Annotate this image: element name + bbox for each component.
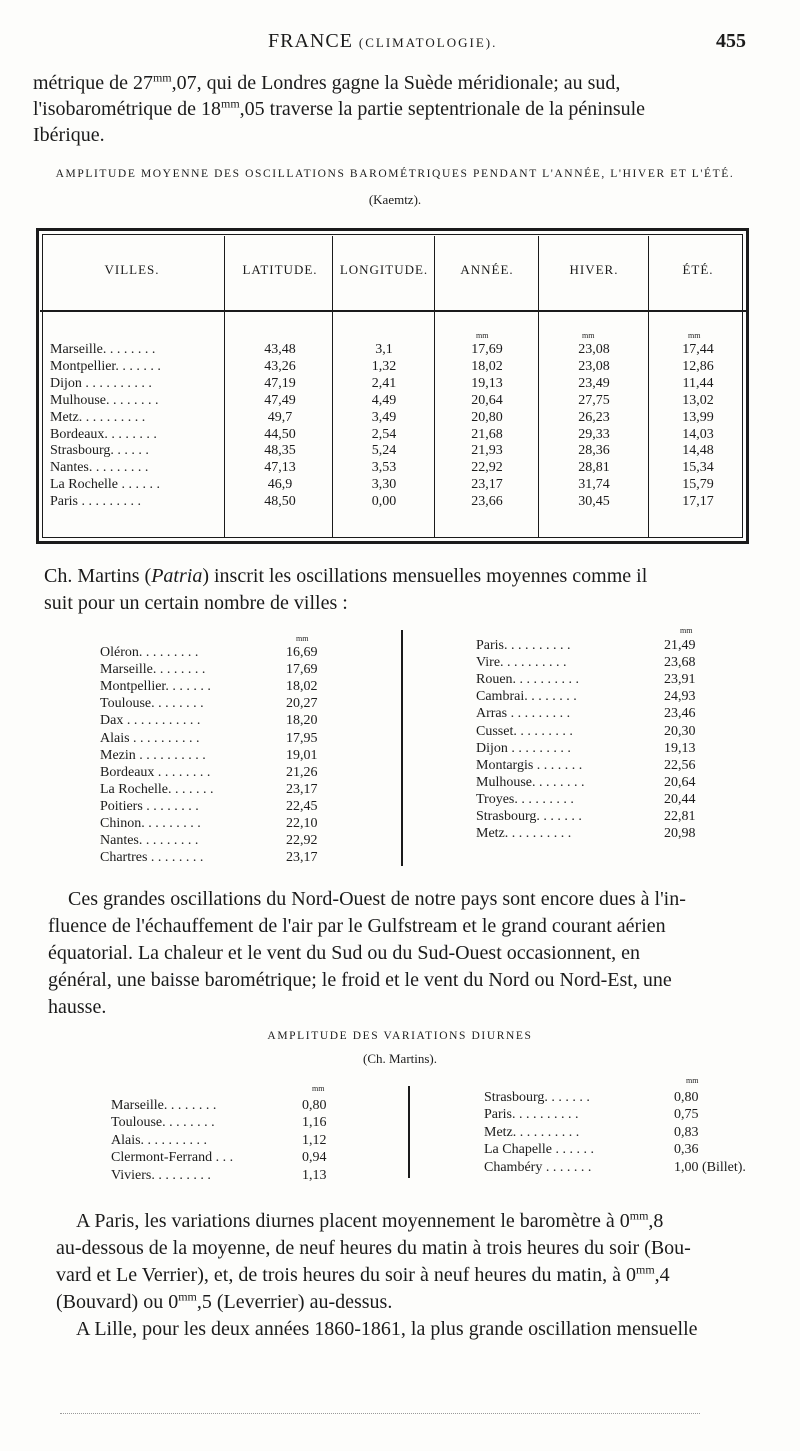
table-1-cell-longitude: 3,1 (375, 342, 393, 357)
table-1-column-line-4 (538, 236, 539, 538)
list-2-unit-left: mm (296, 634, 309, 643)
paragraph-4-line-2: au-dessous de la moyenne, de neuf heures du matin à trois heures du soir (Bou- (56, 1237, 691, 1259)
running-header (0, 30, 800, 58)
list-2-right-city: Paris. . . . . . . . . . (476, 638, 571, 653)
table-1-cell-ete: 11,44 (682, 375, 714, 391)
table-1-cell-city: Bordeaux. . . . . . . . (50, 426, 157, 442)
table-1-cell-annee: 20,64 (471, 392, 503, 408)
table-1-cell-longitude: 5,24 (371, 443, 397, 459)
table-3-right-value: 0,75 (674, 1107, 699, 1123)
table-3-left-city: Marseille. . . . . . . . (111, 1098, 217, 1113)
list-2-right-value: 20,64 (664, 774, 696, 790)
table-3-right-city: Chambéry . . . . . . . (484, 1159, 592, 1175)
table-1-cell-longitude: 3,30 (371, 477, 397, 493)
table-1-cell-hiver: 27,75 (578, 392, 610, 408)
list-2-right-city: Troyes. . . . . . . . . (476, 791, 574, 807)
table-3-unit-left: mm (312, 1084, 325, 1093)
table-3-left-row (111, 1098, 422, 1114)
table-1-cell-hiver: 26,23 (578, 409, 610, 425)
table-1-cell-latitude: 44,50 (264, 426, 296, 442)
table-1-cell-latitude: 47,13 (264, 460, 296, 476)
list-2-left-row (100, 731, 406, 747)
list-2-left-row (100, 799, 406, 815)
list-2-left-city: Dax . . . . . . . . . . . (100, 713, 201, 729)
list-2-left-city: Chinon. . . . . . . . . (100, 816, 201, 831)
table-3-left-value: 0,94 (302, 1150, 327, 1166)
table-1-cell-longitude: 2,41 (371, 375, 397, 391)
list-2-left-value: 19,01 (286, 747, 318, 763)
list-2-left-value: 23,17 (286, 781, 318, 797)
list-2-right-value: 24,93 (664, 689, 696, 705)
table-1-cell-ete: 13,99 (682, 409, 714, 425)
table-1-cell-latitude: 46,9 (267, 477, 293, 493)
list-2-left-row (100, 833, 406, 849)
list-2-left-value: 20,27 (286, 696, 318, 712)
list-2-right-value: 23,68 (664, 655, 696, 671)
list-2-right-value: 22,56 (664, 757, 696, 773)
table-1-cell-ete: 12,86 (682, 358, 714, 374)
page-number: 455 (716, 30, 746, 52)
table-1-column-line-2 (332, 236, 333, 538)
table-1-column-line-5 (648, 236, 649, 538)
table-1-cell-longitude: 3,53 (371, 460, 397, 476)
paragraph-1-line-1: métrique de $27^{mm},07$, qui de Londres gagne la Suède méridionale; au sud, (33, 70, 621, 94)
table-3-right-row (484, 1090, 794, 1106)
list-2-right-row (476, 741, 784, 757)
list-2-left-city: Bordeaux . . . . . . . . (100, 764, 211, 780)
table-1-unit-hiver: mm (582, 331, 595, 340)
list-2-left-city: La Rochelle. . . . . . . (100, 781, 214, 797)
table-1-cell-hiver: 23,49 (578, 375, 610, 391)
table-1-cell-latitude: 47,49 (264, 392, 296, 408)
list-2-right-row (476, 758, 784, 774)
list-2-right-city: Cusset. . . . . . . . . (476, 723, 573, 739)
table-1-title: AMPLITUDE MOYENNE DES OSCILLATIONS BAROMÉTRIQUES PENDANT L'ANNÉE, L'HIVER ET L'ÉTÉ. (55, 168, 735, 180)
paragraph-3-line-1: Ces grandes oscillations du Nord-Ouest de notre pays sont encore dues à l'in- (68, 888, 686, 910)
list-2-right-city: Strasbourg. . . . . . . (476, 809, 582, 824)
paragraph-2-line-2: suit pour un certain nombre de villes : (44, 592, 348, 614)
table-3-right-city: Strasbourg. . . . . . . (484, 1090, 590, 1105)
paragraph-4-line-1: A Paris, les variations diurnes placent moyennement le baromètre à $0^{mm},8$ (76, 1208, 664, 1232)
list-2-right-row (476, 689, 784, 705)
table-1-cell-annee: 22,92 (471, 460, 503, 476)
table-1-cell-ete: 14,48 (682, 443, 714, 459)
list-2-left-value: 17,69 (286, 662, 318, 678)
list-2-right-value: 23,91 (664, 672, 696, 688)
table-1-cell-annee: 23,66 (471, 494, 503, 510)
table-1-header-ete: ÉTÉ. (682, 262, 714, 277)
list-2-left-value: 17,95 (286, 730, 318, 746)
table-3-left-city: Alais. . . . . . . . . . (111, 1132, 208, 1148)
list-2-left-value: 22,92 (286, 833, 318, 849)
list-2-right-value: 20,98 (664, 826, 696, 842)
table-1-column-line-3 (434, 236, 435, 538)
list-2-right-value: 22,81 (664, 809, 696, 824)
list-2-left-city: Toulouse. . . . . . . . (100, 696, 204, 712)
table-1-cell-ete: 13,02 (682, 392, 714, 408)
list-2-left-city: Alais . . . . . . . . . . (100, 730, 200, 746)
table-1-header-villes: VILLES. (104, 262, 160, 277)
table-1-cell-hiver: 23,08 (578, 342, 610, 357)
table-3-right-row (484, 1160, 794, 1176)
list-2-left-value: 18,20 (286, 713, 318, 729)
running-title-sub: (CLIMATOLOGIE). (358, 35, 498, 50)
list-2-left-city: Nantes. . . . . . . . . (100, 833, 199, 849)
list-2-left-city: Oléron. . . . . . . . . (100, 645, 199, 660)
list-2-right-value: 21,49 (664, 638, 696, 653)
table-1-cell-annee: 21,68 (471, 426, 503, 442)
table-3-right-value: 0,80 (674, 1090, 699, 1105)
table-1-cell-hiver: 29,33 (578, 426, 610, 442)
list-2-left-row (100, 782, 406, 798)
table-1-unit-annee: mm (476, 331, 489, 340)
list-2-right-city: Metz. . . . . . . . . . (476, 826, 572, 842)
table-1-header-hiver: HIVER. (569, 262, 619, 277)
list-2-right-row (476, 638, 784, 654)
table-1-cell-annee: 19,13 (471, 375, 503, 391)
list-2-right-value: 20,44 (664, 791, 696, 807)
list-2-left-value: 23,17 (286, 850, 318, 866)
table-1-source: (Kaemtz). (368, 192, 422, 207)
table-1-column-line-1 (224, 236, 225, 538)
table-3-left-city: Clermont-Ferrand . . . (111, 1150, 234, 1166)
list-2-left-city: Mezin . . . . . . . . . . (100, 747, 206, 763)
list-2-unit-right: mm (680, 626, 693, 635)
table-3-left-row (111, 1168, 422, 1184)
table-1-cell-annee: 17,69 (471, 342, 503, 357)
table-3-right-value: 0,36 (674, 1142, 699, 1158)
table-3-right-row (484, 1107, 794, 1123)
paragraph-3-line-3: équatorial. La chaleur et le vent du Sud ou du Sud-Ouest occasionnent, en (48, 942, 641, 964)
table-3-left-value: 1,13 (302, 1167, 327, 1183)
list-2-left-value: 21,26 (286, 764, 318, 780)
list-2-left-row (100, 696, 406, 712)
paragraph-5-line-1: A Lille, pour les deux années 1860-1861, la plus grande oscillation mensuelle (76, 1318, 698, 1340)
paragraph-3-line-5: hausse. (48, 996, 107, 1018)
running-title-main: FRANCE (268, 30, 353, 52)
table-3-left-city: Viviers. . . . . . . . . (111, 1167, 211, 1183)
table-3-left-row (111, 1133, 422, 1149)
table-3-unit-right: mm (686, 1076, 699, 1085)
table-1-cell-longitude: 1,32 (371, 358, 397, 374)
table-1-cell-latitude: 47,19 (264, 375, 296, 391)
footer-dotted-rule (60, 1413, 700, 1415)
table-3-right-row (484, 1125, 794, 1141)
list-2-right-city: Vire. . . . . . . . . . (476, 655, 567, 671)
list-2-right-city: Rouen. . . . . . . . . . (476, 672, 580, 688)
table-3-source: (Ch. Martins). (362, 1051, 438, 1066)
list-2-left-value: 22,10 (286, 816, 318, 831)
list-2-left-row (100, 748, 406, 764)
list-2-left-city: Marseille. . . . . . . . (100, 662, 206, 678)
table-3-left-value: 1,12 (302, 1132, 327, 1148)
list-2-left-city: Poitiers . . . . . . . . (100, 798, 199, 814)
table-1-cell-latitude: 48,50 (264, 494, 296, 510)
table-1-header-rule (40, 310, 746, 312)
list-2-right-value: 23,46 (664, 706, 696, 722)
table-1-cell-city: Paris . . . . . . . . . (50, 494, 141, 510)
table-1-cell-ete: 15,34 (682, 460, 714, 476)
list-2-right-row (476, 826, 784, 842)
table-3-title: AMPLITUDE DES VARIATIONS DIURNES (267, 1030, 533, 1042)
table-1-cell-hiver: 30,45 (578, 494, 610, 510)
running-title (268, 30, 497, 53)
list-2-left-value: 22,45 (286, 798, 318, 814)
table-1-cell-city: La Rochelle . . . . . . (50, 477, 161, 493)
list-2-left-row (100, 679, 406, 695)
table-3-left-row (111, 1150, 422, 1166)
list-2-left-row (100, 713, 406, 729)
list-2-left-value: 18,02 (286, 679, 318, 695)
table-3-left-row (111, 1115, 422, 1131)
table-1-header-longitude: LONGITUDE. (339, 262, 429, 277)
table-1-cell-longitude: 3,49 (371, 409, 397, 425)
table-3-right-row (484, 1142, 794, 1158)
table-1-cell-latitude: 43,48 (264, 342, 296, 357)
table-1-cell-longitude: 4,49 (371, 392, 397, 408)
table-1-cell-city: Dijon . . . . . . . . . . (50, 375, 152, 391)
list-2-right-row (476, 655, 784, 671)
table-1-cell-city: Mulhouse. . . . . . . . (50, 392, 159, 408)
table-3-right-city: Metz. . . . . . . . . . (484, 1124, 580, 1140)
table-1-cell-city: Nantes. . . . . . . . . (50, 460, 149, 476)
list-2-left-row (100, 816, 406, 832)
table-1-cell-city: Marseille. . . . . . . . (50, 342, 156, 357)
paragraph-4-line-3: vard et Le Verrier), et, de trois heures du soir à neuf heures du matin, à $0^{mm},4$ (56, 1262, 670, 1286)
list-2-right-city: Mulhouse. . . . . . . . (476, 774, 585, 790)
table-3-right-value: 1,00 (Billet). (674, 1159, 746, 1175)
list-2-right-row (476, 706, 784, 722)
list-2-left-row (100, 645, 406, 661)
table-3-right-city: Paris. . . . . . . . . . (484, 1107, 579, 1123)
table-1-cell-hiver: 31,74 (578, 477, 610, 493)
table-1-unit-ete: mm (688, 331, 701, 340)
list-2-right-city: Arras . . . . . . . . . (476, 706, 571, 722)
list-2-right-value: 20,30 (664, 723, 696, 739)
list-2-right-row (476, 775, 784, 791)
list-2-left-city: Montpellier. . . . . . . (100, 679, 211, 695)
list-2-left-row (100, 850, 406, 866)
list-2-right-value: 19,13 (664, 740, 696, 756)
paragraph-1-line-3: Ibérique. (33, 124, 105, 146)
table-1-cell-ete: 17,17 (682, 494, 714, 510)
table-1-header-annee: ANNÉE. (460, 262, 514, 277)
list-2-right-row (476, 672, 784, 688)
list-2-left-row (100, 662, 406, 678)
paragraph-1-line-2: l'isobarométrique de $18^{mm},05$ traverse la partie septentrionale de la péninsule (33, 96, 646, 120)
table-1-cell-latitude: 43,26 (264, 358, 296, 374)
table-1-cell-latitude: 48,35 (264, 443, 296, 459)
paragraph-3-line-4: général, une baisse barométrique; le froid et le vent du Nord ou Nord-Est, une (48, 969, 672, 991)
table-1-cell-ete: 14,03 (682, 426, 714, 442)
table-1-cell-longitude: 2,54 (371, 426, 397, 442)
list-2-right-city: Cambrai. . . . . . . . (476, 689, 577, 705)
list-2-right-row (476, 724, 784, 740)
table-3-right-city: La Chapelle . . . . . . (484, 1142, 595, 1158)
table-3-right-value: 0,83 (674, 1124, 699, 1140)
table-1-cell-hiver: 28,36 (578, 443, 610, 459)
list-2-left-city: Chartres . . . . . . . . (100, 850, 204, 866)
list-2-left-row (100, 765, 406, 781)
table-3-left-city: Toulouse. . . . . . . . (111, 1115, 215, 1131)
list-2-right-row (476, 809, 784, 825)
table-1-cell-hiver: 28,81 (578, 460, 610, 476)
table-3-left-value: 0,80 (302, 1098, 327, 1113)
table-1-header-latitude: LATITUDE. (242, 262, 318, 277)
table-1-cell-longitude: 0,00 (371, 494, 397, 510)
list-2-right-city: Montargis . . . . . . . (476, 757, 583, 773)
table-1-cell-ete: 15,79 (682, 477, 714, 493)
table-1-cell-annee: 18,02 (471, 358, 503, 374)
list-2-right-row (476, 792, 784, 808)
table-1-cell-city: Metz. . . . . . . . . . (50, 409, 146, 425)
paragraph-4-line-4: (Bouvard) ou $0^{mm},5$ (Leverrier) au-dessus. (56, 1289, 393, 1313)
table-1-cell-city: Strasbourg. . . . . . (50, 443, 149, 459)
table-1-cell-latitude: 49,7 (267, 409, 293, 425)
table-1-cell-annee: 23,17 (471, 477, 503, 493)
list-2-right-city: Dijon . . . . . . . . . (476, 740, 571, 756)
table-1-cell-ete: 17,44 (682, 342, 714, 357)
paragraph-3-line-2: fluence de l'échauffement de l'air par le Gulfstream et le grand courant aérien (48, 915, 666, 937)
table-1-cell-city: Montpellier. . . . . . . (50, 358, 161, 374)
table-1-cell-annee: 21,93 (471, 443, 503, 459)
table-1-cell-hiver: 23,08 (578, 358, 610, 374)
list-2-left-value: 16,69 (286, 645, 318, 660)
table-1-cell-annee: 20,80 (471, 409, 503, 425)
table-3-left-value: 1,16 (302, 1115, 327, 1131)
paragraph-2-line-1: Ch. Martins (Patria) inscrit les oscillations mensuelles moyennes comme il (44, 565, 648, 587)
